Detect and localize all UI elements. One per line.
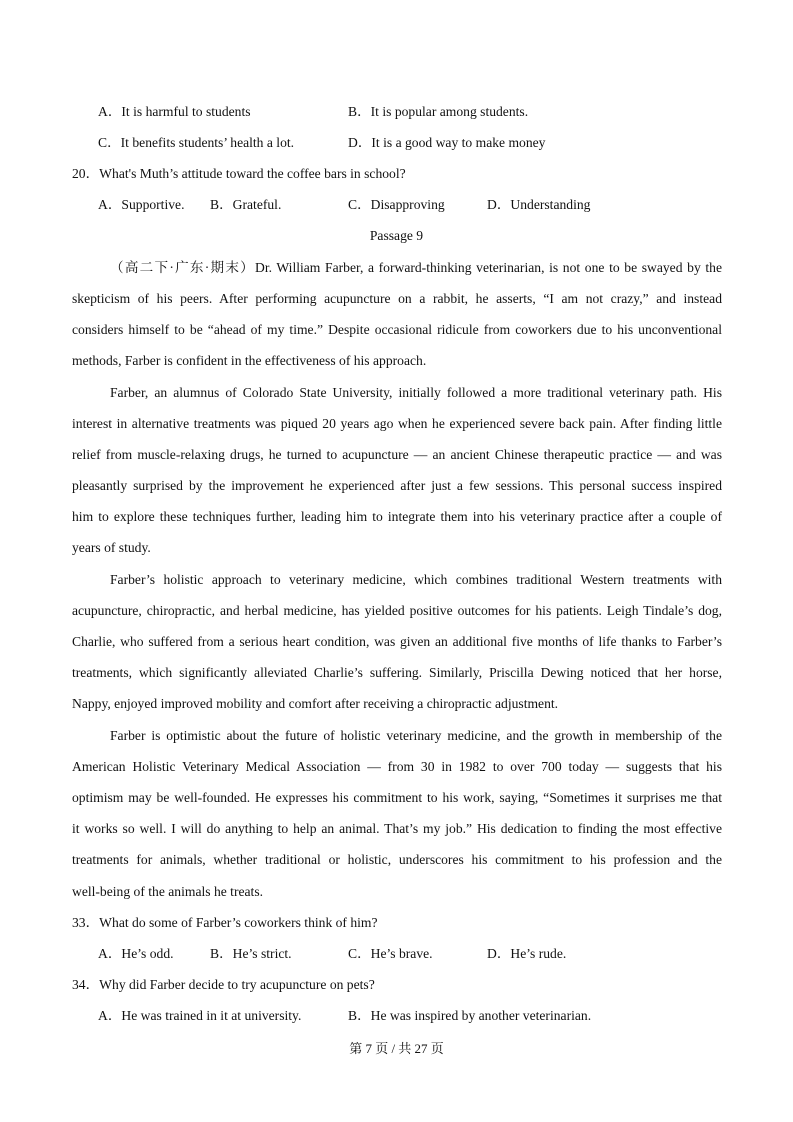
paragraph-4-line: it works so well. I will do anything to help an animal. That’s my job.” His dedication to finding the most effective [72,821,722,836]
paragraph-4-line: treatments for animals, whether traditional or holistic, underscores his commitment to his profession and the [72,852,722,867]
paragraph-4-line: optimism may be well-founded. He expresses his commitment to his work, saying, “Sometimes it surprises me that [72,790,722,805]
option-b: B．He’s strict. [210,946,292,961]
paragraph-2-line: him to explore these techniques further, leading him to integrate them into his veterinary practice after a couple of [72,509,722,524]
paragraph-4-line: Farber is optimistic about the future of holistic veterinary medicine, and the growth in membership of the [110,728,722,743]
paragraph-4-line: well-being of the animals he treats. [72,884,264,899]
paragraph-2-line: interest in alternative treatments was piqued 20 years ago when he experienced severe back pain. After finding little [72,416,722,431]
paragraph-1-line: considers himself to be “ahead of my time.” Despite occasional ridicule from coworkers due to his unconventional [72,322,722,337]
option-b: B．He was inspired by another veterinarian. [348,1008,592,1023]
paragraph-3-line: acupuncture, chiropractic, and herbal medicine, has yielded positive outcomes for his patients. Leigh Tindale’s dog, [72,603,722,618]
paragraph-2-line: pleasantly surprised by the improvement he experienced after just a few sessions. This personal success inspired [72,478,722,493]
paragraph-4-line: American Holistic Veterinary Medical Association — from 30 in 1982 to over 700 today — suggests that his [72,759,722,774]
paragraph-3-line: Charlie, who suffered from a serious heart condition, was given an additional five months of life thanks to Farber’s [72,634,722,649]
question-34: 34．Why did Farber decide to try acupuncture on pets? [72,977,375,992]
paragraph-2-line: relief from muscle-relaxing drugs, he turned to acupuncture — an ancient Chinese therapeutic practice — and was [72,447,722,462]
option-c: C．It benefits students’ health a lot. [98,135,295,150]
option-d: D．Understanding [487,197,591,212]
question-33: 33．What do some of Farber’s coworkers think of him? [72,915,378,930]
option-a: A．It is harmful to students [98,104,251,119]
option-a: A．He was trained in it at university. [98,1008,302,1023]
option-c: C．He’s brave. [348,946,433,961]
paragraph-1-line: （高二下·广东·期末）Dr. William Farber, a forward-thinking veterinarian, is not one to be swayed by the [110,260,722,275]
paragraph-2-line: Farber, an alumnus of Colorado State University, initially followed a more traditional veterinary path. His [110,385,722,400]
paragraph-3-line: treatments, which significantly alleviated Charlie’s suffering. Similarly, Priscilla Dewing noticed that her horse, [72,665,722,680]
paragraph-2-line: years of study. [72,540,151,555]
question-20: 20．What's Muth’s attitude toward the coffee bars in school? [72,166,406,181]
option-a: A．Supportive. [98,197,185,212]
paragraph-3-line: Nappy, enjoyed improved mobility and comfort after receiving a chiropractic adjustment. [72,696,559,711]
paragraph-3-line: Farber’s holistic approach to veterinary medicine, which combines traditional Western treatments with [110,572,722,587]
option-b: B．Grateful. [210,197,282,212]
option-b: B．It is popular among students. [348,104,529,119]
option-d: D．He’s rude. [487,946,567,961]
paragraph-1-line: methods, Farber is confident in the effectiveness of his approach. [72,353,427,368]
paragraph-1-line: skepticism of his peers. After performing acupuncture on a rabbit, he asserts, “I am not crazy,” and instead [72,291,722,306]
option-a: A．He’s odd. [98,946,174,961]
page-footer: 第 7 页 / 共 27 页 [349,1041,444,1056]
passage-title: Passage 9 [369,228,424,243]
option-d: D．It is a good way to make money [348,135,546,150]
option-c: C．Disapproving [348,197,445,212]
